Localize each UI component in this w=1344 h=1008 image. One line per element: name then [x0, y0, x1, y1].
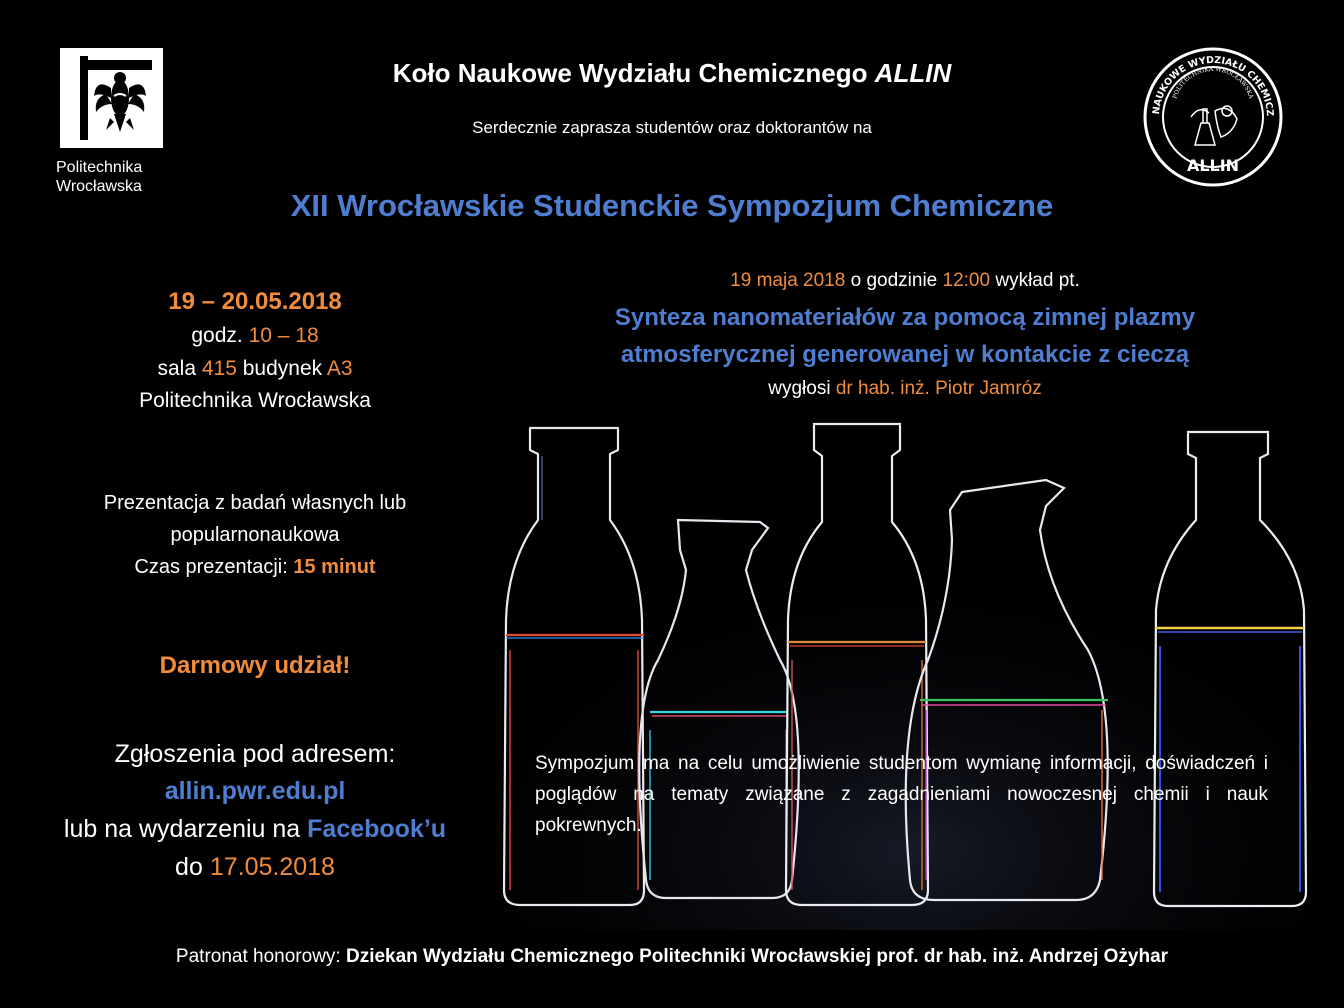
- hours-label: godz.: [191, 324, 249, 347]
- invitation-text: Serdecznie zaprasza studentów oraz doktorantów na: [472, 118, 872, 137]
- badge-name: ALLIN: [1186, 156, 1240, 175]
- deadline-date: 17.05.2018: [209, 853, 335, 881]
- speaker-prefix: wygłosi: [768, 378, 836, 399]
- presentation-line2: popularnonaukowa: [170, 524, 340, 546]
- presentation-line1: Prezentacja z badań własnych lub: [103, 492, 407, 514]
- organization-title: [0, 58, 1344, 89]
- honorary-patronage: [0, 946, 1344, 968]
- registration-address-link[interactable]: allin.pwr.edu.pl: [164, 777, 346, 805]
- registration-heading: Zgłoszenia pod adresem:: [114, 740, 396, 768]
- badge-inner-text: POLITECHNIKA WROCŁAWSKA: [1171, 65, 1255, 100]
- event-room: [30, 357, 480, 381]
- university-name-line1: Politechnika: [56, 159, 143, 176]
- lecture-time-prefix: o godzinie: [845, 270, 943, 291]
- time-value: 15 minut: [293, 556, 376, 578]
- deadline-prefix: do: [175, 853, 210, 881]
- lecture-suffix: wykład pt.: [990, 270, 1080, 291]
- building-label: budynek: [236, 357, 327, 380]
- badge-ring-text: NAUKOWE WYDZIAŁU CHEMICZ: [1150, 54, 1276, 117]
- patronage-name: Dziekan Wydziału Chemicznego Politechniki Wrocławskiej prof. dr hab. inż. Andrzej Ożyhar: [345, 946, 1169, 967]
- facebook-link[interactable]: Facebook’u: [307, 815, 447, 843]
- lecture-date: 19 maja 2018: [730, 270, 846, 291]
- free-participation: Darmowy udział!: [159, 652, 351, 679]
- lecture-speaker: [535, 378, 1275, 400]
- org-title-italic: ALLIN: [874, 58, 952, 88]
- symposium-description: Sympozjum ma na celu umożliwienie studentom wymianę informacji, doświadczeń i poglądów na tematy związane z zagadnieniami nowoczesnej chemii i nauk pokrewnych.: [535, 753, 1268, 836]
- lecture-title-line2: atmosferycznej generowanej w kontakcie z cieczą: [620, 341, 1190, 368]
- speaker-name: dr hab. inż. Piotr Jamróz: [835, 378, 1042, 399]
- room-label: sala: [157, 357, 202, 380]
- building: A3: [326, 357, 353, 380]
- facebook-prefix: lub na wydarzeniu na: [63, 815, 308, 843]
- registration-facebook: [30, 815, 480, 844]
- event-title: XII Wrocławskie Studenckie Sympozjum Chemiczne: [290, 188, 1054, 223]
- registration-deadline: [30, 853, 480, 882]
- bottles-illustration: [480, 410, 1344, 930]
- lecture-title-line1: Synteza nanomateriałów za pomocą zimnej plazmy: [614, 304, 1196, 331]
- university-name-line2: Wrocławska: [56, 178, 142, 195]
- presentation-time: [30, 556, 480, 579]
- patronage-label: Patronat honorowy:: [175, 946, 346, 967]
- event-dates: 19 – 20.05.2018: [168, 288, 342, 315]
- lecture-time: 12:00: [942, 270, 991, 291]
- time-label: Czas prezentacji:: [134, 556, 294, 578]
- lecture-intro: [535, 270, 1275, 292]
- org-title-main: Koło Naukowe Wydziału Chemicznego: [392, 58, 875, 88]
- hours-value: 10 – 18: [248, 324, 319, 347]
- room-number: 415: [201, 357, 237, 380]
- event-hours: [30, 324, 480, 348]
- event-venue: Politechnika Wrocławska: [139, 389, 371, 412]
